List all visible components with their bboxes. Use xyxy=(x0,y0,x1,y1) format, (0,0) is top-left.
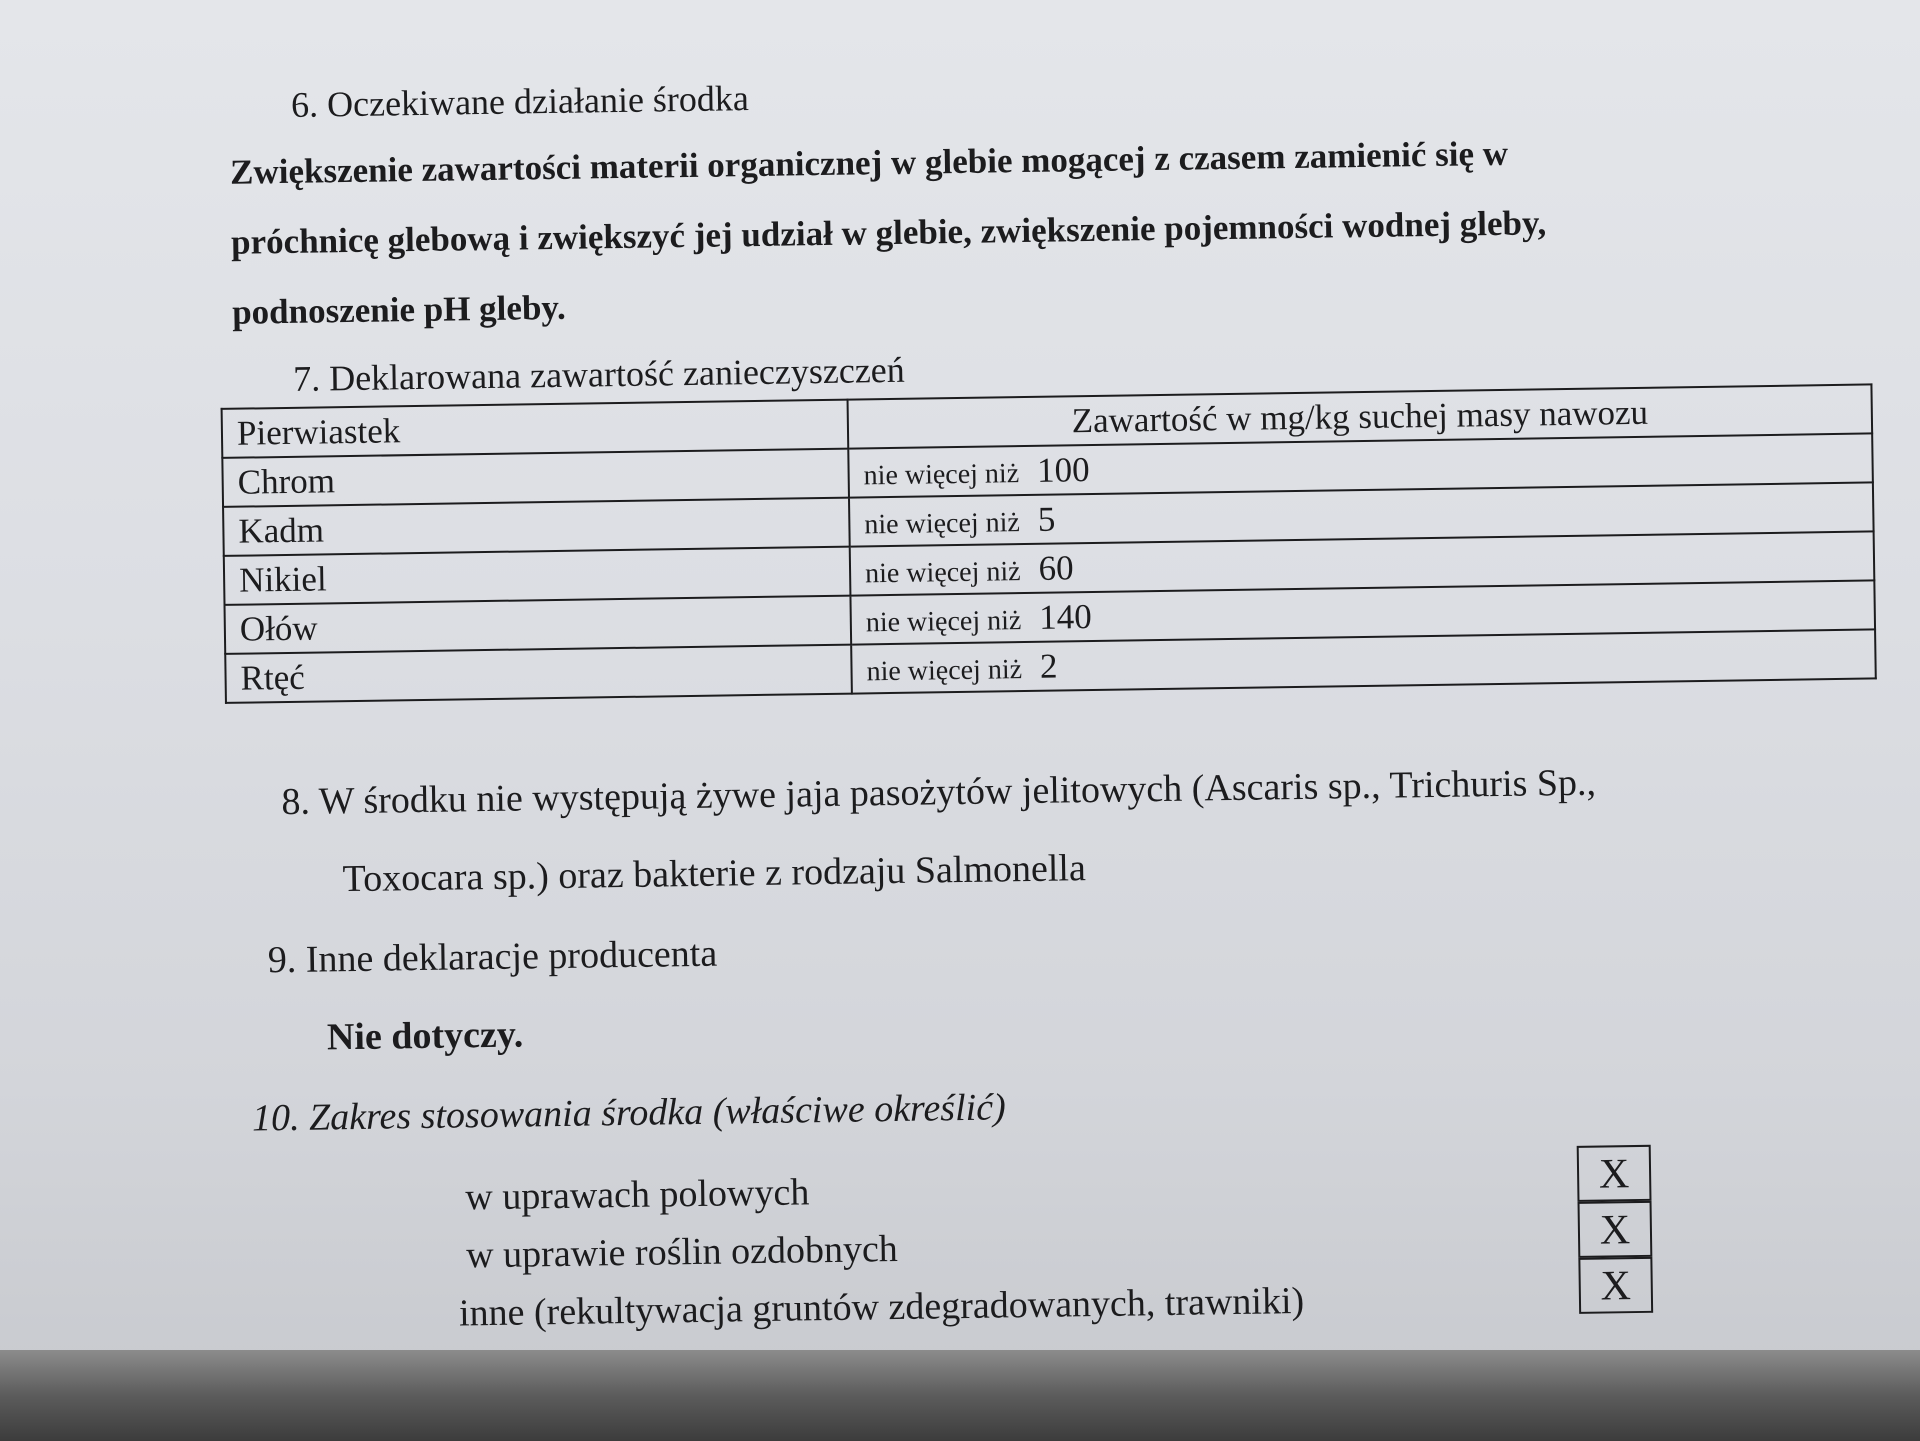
section-6-line-3: podnoszenie pH gleby. xyxy=(231,287,566,332)
cell-element: Ołów xyxy=(225,596,852,654)
section-7-heading: 7. Deklarowana zawartość zanieczyszczeń xyxy=(292,349,906,399)
checkbox-ornamental-plants[interactable]: X xyxy=(1578,1201,1653,1258)
section-9-answer: Nie dotyczy. xyxy=(326,1013,524,1059)
checkbox-other[interactable]: X xyxy=(1578,1257,1653,1314)
value-number: 60 xyxy=(1038,547,1074,588)
section-8-line-2: Toxocara sp.) oraz bakterie z rodzaju Salmonella xyxy=(342,847,1087,901)
option-label-ornamental-plants: w uprawie roślin ozdobnych xyxy=(465,1227,899,1277)
header-content: Zawartość w mg/kg suchej masy nawozu xyxy=(848,384,1873,448)
value-prefix: nie więcej niż xyxy=(865,604,1022,638)
section-10-heading: 10. Zakres stosowania środka (właściwe określić) xyxy=(251,1086,1006,1140)
cell-element: Kadm xyxy=(223,498,850,556)
cell-element: Nikiel xyxy=(224,547,851,605)
cell-element: Chrom xyxy=(222,449,849,507)
value-number: 140 xyxy=(1038,596,1093,637)
value-number: 5 xyxy=(1037,499,1056,539)
checkbox-field-crops[interactable]: X xyxy=(1577,1145,1652,1202)
section-9-heading: 9. Inne deklaracje producenta xyxy=(267,932,718,982)
pollutants-table xyxy=(221,383,1877,703)
value-prefix: nie więcej niż xyxy=(864,506,1021,540)
value-prefix: nie więcej niż xyxy=(863,457,1020,491)
section-8-line-1: 8. W środku nie występują żywe jaja pasożytów jelitowych (Ascaris sp., Trichuris Sp., xyxy=(281,761,1597,824)
value-number: 100 xyxy=(1036,449,1090,490)
cell-element: Rtęć xyxy=(225,645,852,703)
value-prefix: nie więcej niż xyxy=(864,555,1021,589)
section-6-heading: 6. Oczekiwane działanie środka xyxy=(290,78,750,125)
section-6-line-2: próchnicę glebową i zwiększyć jej udział w glebie, zwiększenie pojemności wodnej gleby, xyxy=(230,203,1547,262)
option-label-other: inne (rekultywacja gruntów zdegradowanych, trawniki) xyxy=(458,1279,1305,1335)
section-6-line-1: Zwiększenie zawartości materii organicznej w glebie mogącej z czasem zamienić się w xyxy=(229,133,1509,192)
value-number: 2 xyxy=(1039,646,1058,686)
header-element: Pierwiastek xyxy=(222,400,849,458)
value-prefix: nie więcej niż xyxy=(866,653,1023,687)
option-label-field-crops: w uprawach polowych xyxy=(465,1171,810,1219)
